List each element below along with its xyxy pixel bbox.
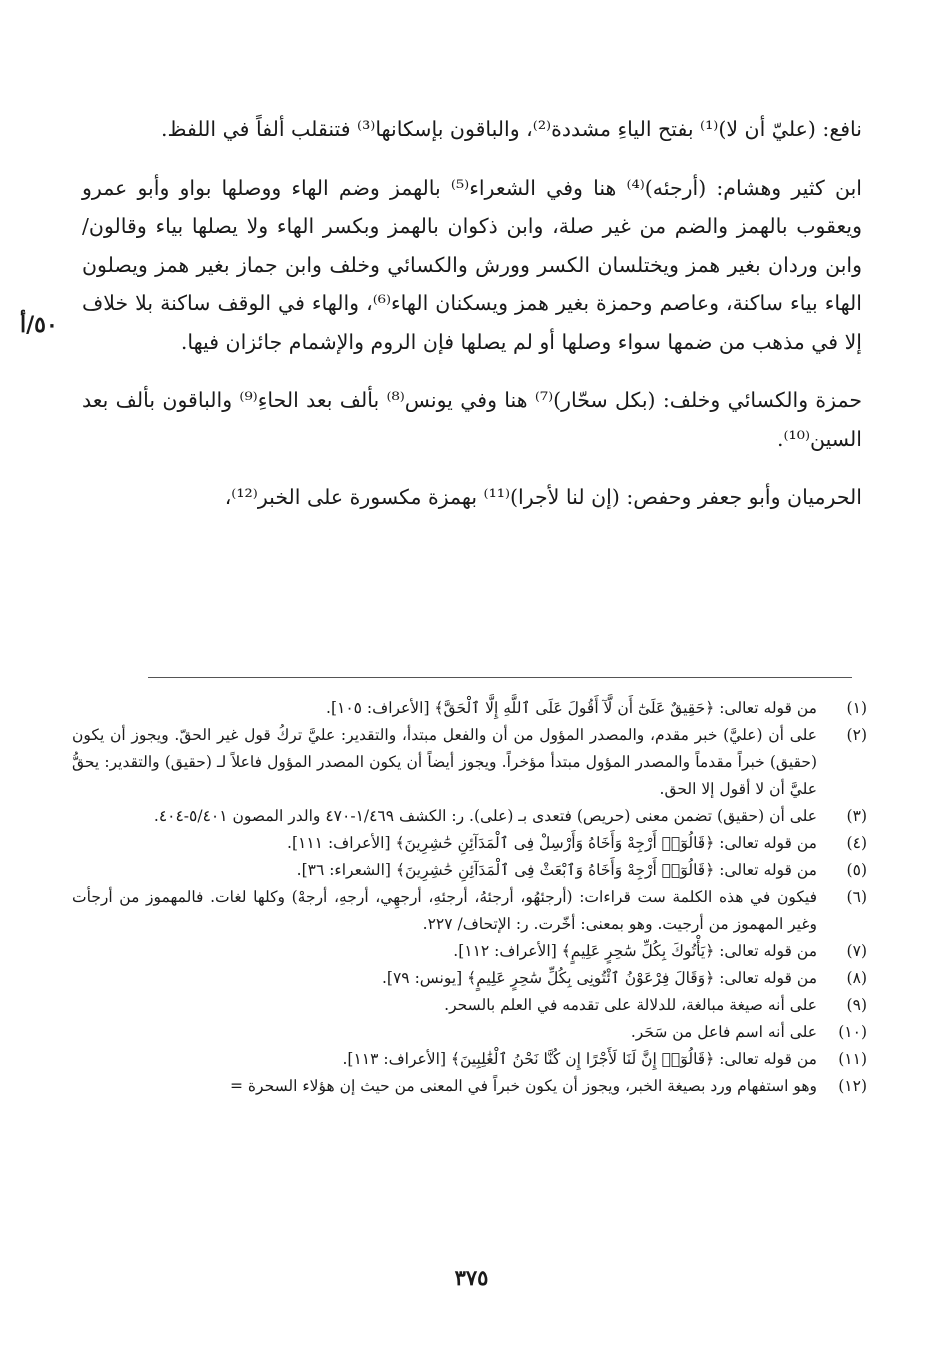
- footnote: [72, 803, 867, 830]
- footnote-text: من قوله تعالى: ﴿وَقَالَ فِرْعَوْنُ ٱئْتُونِى بِكُلِّ سَٰحِرٍ عَلِيمٍ﴾ [يونس: ٧٩].: [382, 969, 817, 987]
- footnote-text: من قوله تعالى: ﴿قَالُوٓا۟ أَرْجِهْ وَأَخَاهُ وَأَرْسِلْ فِى ٱلْمَدَآئِنِ حَٰشِرِينَ﴾ [الأعراف: ١١١].: [287, 834, 817, 852]
- footnote-number: (١): [846, 699, 867, 717]
- footnote-number: (٢): [846, 726, 867, 744]
- footnote-number: (١١): [838, 1050, 867, 1068]
- footnote-text: من قوله تعالى: ﴿حَقِيقٌ عَلَىٰٓ أَن لَّآ أَقُولَ عَلَى ٱللَّهِ إِلَّا ٱلْحَقَّ﴾ [الأعراف: ١٠٥].: [326, 699, 817, 717]
- page-number: ٣٧٥: [454, 1265, 489, 1290]
- footnote-number: (٩): [846, 996, 867, 1014]
- footnote: [72, 1019, 867, 1046]
- paragraph: نافع: (عليّ أن لا)⁽¹⁾ بفتح الياءِ مشددة⁽²⁾، والباقون بإسكانها⁽³⁾ فتنقلب ألفاً في اللفظ.: [160, 117, 862, 141]
- footnote-number: (٣): [846, 807, 867, 825]
- footnote: [72, 857, 867, 884]
- footnote-number: (١٢): [838, 1077, 867, 1095]
- footnote: [72, 884, 867, 938]
- footnote-text: من قوله تعالى: ﴿قَالُوٓا۟ إِنَّ لَنَا لَأَجْرًا إِن كُنَّا نَحْنُ ٱلْغَٰلِبِينَ﴾ [الأعراف: ١١٣].: [342, 1050, 817, 1068]
- footnote-number: (٧): [846, 942, 867, 960]
- footnote-text: على أن (عليَّ) خبر مقدم، والمصدر المؤول من أن والفعل مبتدأ، والتقدير: عليَّ تركُ قول غير الحقّ. ويجوز أن يكون (حقيق) خبراً مقدماً والمصدر المؤول مبتدأ مؤخراً. ويجوز أيضاً أن يكون المصدر المؤول فاعلاً لـ (حقيق) والتقدير: يحقُّ عليَّ أن لا أقول إلا الحق.: [72, 726, 817, 798]
- footnote: [72, 938, 867, 965]
- footnote: [72, 1046, 867, 1073]
- footnote-text: من قوله تعالى: ﴿قَالُوٓا۟ أَرْجِهْ وَأَخَاهُ وَٱبْعَثْ فِى ٱلْمَدَآئِنِ حَٰشِرِينَ﴾ [الشعراء: ٣٦].: [296, 861, 817, 879]
- footnote-text: من قوله تعالى: ﴿يَأْتُوكَ بِكُلِّ سَٰحِرٍ عَلِيمٍ﴾ [الأعراف: ١١٢].: [453, 942, 817, 960]
- footnote: [72, 695, 867, 722]
- footnote-number: (١٠): [838, 1023, 867, 1041]
- footnote-text: على أنه صيغة مبالغة، للدلالة على تقدمه في العلم بالسحر.: [444, 996, 817, 1014]
- footnote-text: فيكون في هذه الكلمة ست قراءات: (أرجئهُو، أرجئهُ، أرجئهِ، أرجهِي، أرجهِ، أرجهْ) وكلها لغات. فالمهموز من أرجأت وغير المهموز من أرجيت. وهو بمعنى: أخّرت. ر: الإتحاف/ ٢٢٧.: [72, 888, 817, 933]
- paragraph: حمزة والكسائي وخلف: (بكل سحّار)⁽⁷⁾ هنا وفي يونس⁽⁸⁾ بألف بعد الحاءِ⁽⁹⁾ والباقون بألف بعد السين⁽¹⁰⁾.: [82, 388, 863, 451]
- footnote: [72, 1073, 867, 1100]
- footnote-text: على أنه اسم فاعل من سَحَر.: [630, 1023, 817, 1041]
- footnotes: [72, 695, 867, 1100]
- footnote-text: وهو استفهام ورد بصيغة الخبر، ويجوز أن يكون خبراً في المعنى من حيث إن هؤلاء السحرة =: [230, 1077, 817, 1095]
- footnote-number: (٨): [846, 969, 867, 987]
- footnote: [72, 830, 867, 857]
- paragraph: ابن كثير وهشام: (أرجئه)⁽⁴⁾ هنا وفي الشعراء⁽⁵⁾ بالهمز وضم الهاء ووصلها بواو وأبو عمرو ويعقوب بالهمز والضم من غير صلة، وابن ذكوان بالهمز وبكسر الهاء ولا يصلها بياء وقالون/ وابن وردان بغير همز ويختلسان الكسر وورش والكسائي وخلف وابن جماز بغير همز ويصلون الهاء بياء ساكنة، وعاصم وحمزة بغير همز ويسكنان الهاء⁽⁶⁾، والهاء في الوقف ساكنة بلا خلاف إلا في مذهب من ضمها سواء وصلها أو لم يصلها فإن الروم والإشمام جائزان فيها.: [82, 175, 863, 354]
- footnote-number: (٦): [846, 888, 867, 906]
- main-text: [82, 110, 862, 517]
- footnote: [72, 722, 867, 803]
- footnote-number: (٤): [846, 834, 867, 852]
- paragraph: الحرميان وأبو جعفر وحفص: (إن لنا لأجرا)⁽¹¹⁾ بهمزة مكسورة على الخبر⁽¹²⁾،: [224, 485, 862, 509]
- margin-folio-note: ٥٠/أ: [20, 312, 58, 338]
- footnote-separator: [148, 677, 852, 678]
- footnote: [72, 992, 867, 1019]
- footnote: [72, 965, 867, 992]
- footnote-text: على أن (حقيق) تضمن معنى (حريص) فتعدى بـ (على). ر: الكشف ١/٤٦٩-٤٧٠ والدر المصون ٥/٤٠١-٤٠٤.: [153, 807, 817, 825]
- footnote-number: (٥): [846, 861, 867, 879]
